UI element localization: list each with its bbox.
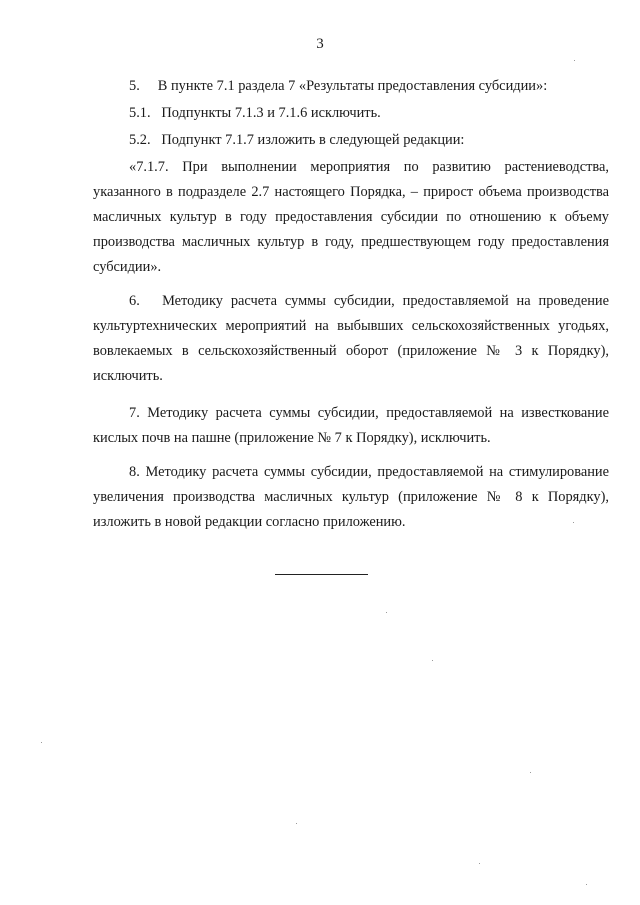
paragraph-8: 8. Методику расчета суммы субсидии, предоставляемой на стимулирование увеличения производства масличных культур (приложение № 8 к Порядку), изложить в новой редакции согласно приложению.: [93, 464, 609, 530]
scan-speck: [573, 522, 574, 523]
paragraph-5-1: 5.1. Подпункты 7.1.3 и 7.1.6 исключить.: [129, 105, 381, 121]
closing-rule: [275, 574, 368, 575]
scan-speck: [574, 60, 575, 61]
paragraph-5: 5. В пункте 7.1 раздела 7 «Результаты предоставления субсидии»:: [129, 78, 548, 94]
scan-speck: [432, 660, 433, 661]
paragraph-5-2: 5.2. Подпункт 7.1.7 изложить в следующей редакции:: [129, 132, 465, 148]
scan-speck: [296, 823, 297, 824]
scan-speck: [586, 884, 587, 885]
paragraph-6: 6. Методику расчета суммы субсидии, предоставляемой на проведение культуртехнических мероприятий на выбывших сельскохозяйственных угодьях, вовлекаемых в сельскохозяйственный оборот (приложение № 3 к Порядку), исключить.: [93, 293, 609, 384]
paragraph-7-1-7-text: «7.1.7. При выполнении мероприятия по развитию растениеводства, указанного в подразделе 2.7 настоящего Порядка, – прирост объема производства масличных культур в году предоставления субсидии по отношению к объему производства масличных культур в году, предшествующем году предоставления субсидии».: [93, 159, 609, 275]
scan-speck: [479, 863, 480, 864]
scan-speck: [386, 612, 387, 613]
page-number: 3: [316, 36, 324, 52]
document-body: [93, 74, 609, 535]
paragraph-7: 7. Методику расчета суммы субсидии, предоставляемой на известкование кислых почв на пашне (приложение № 7 к Порядку), исключить.: [93, 405, 609, 446]
scan-speck: [530, 772, 531, 773]
scan-speck: [41, 742, 42, 743]
